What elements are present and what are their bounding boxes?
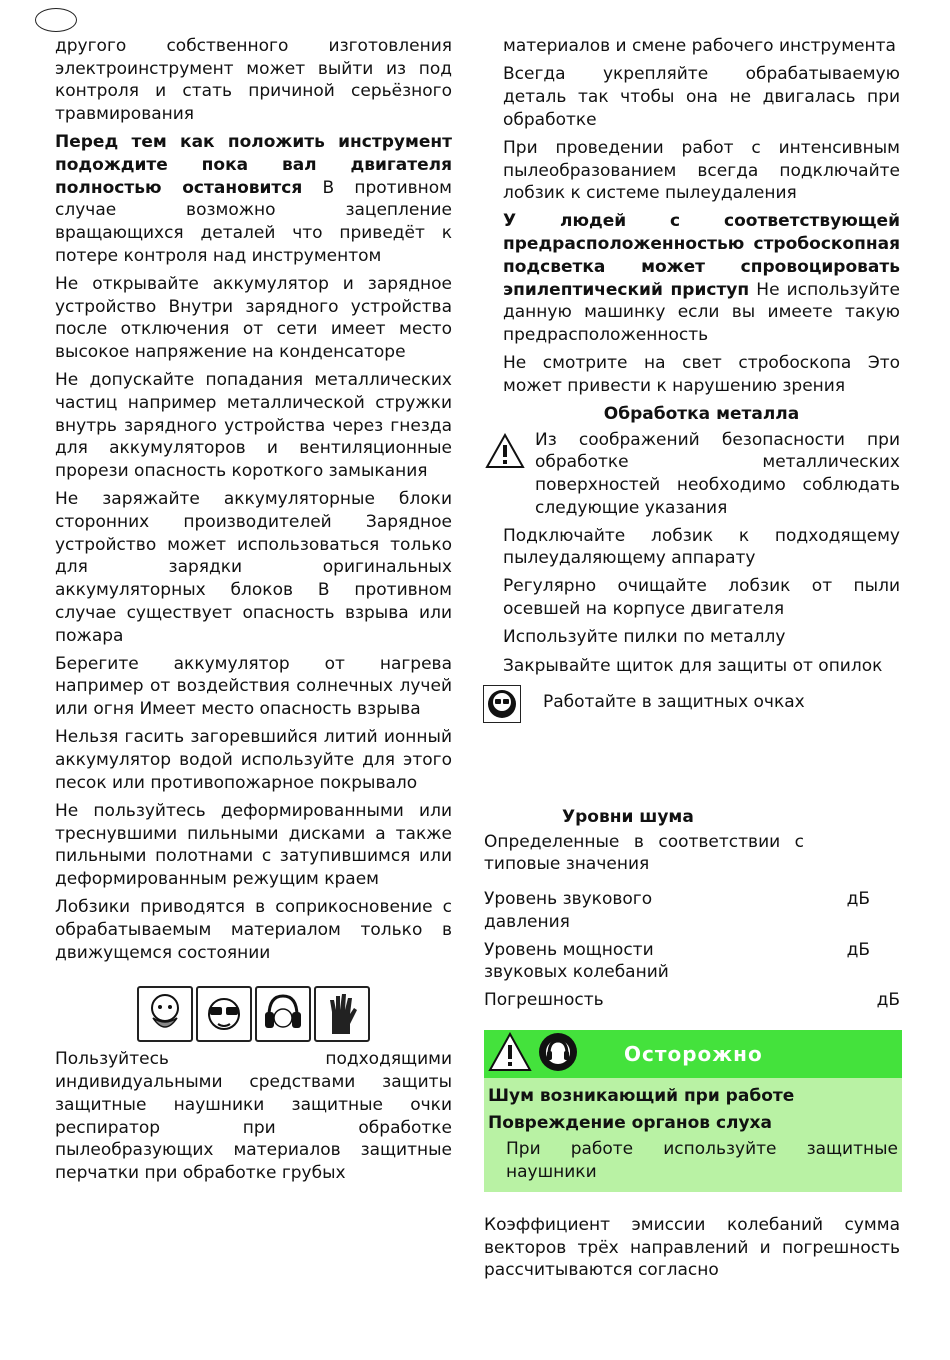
ear-protection-icon (538, 1032, 578, 1076)
paragraph: другого собственного изготовления электроинструмент может выйти из под контроля и стать причиной серьёзного травмирования (55, 36, 452, 125)
paragraph: Подключайте лобзик к подходящему пылеудаляющему аппарату (503, 525, 900, 569)
caution-title: Осторожно (624, 1042, 763, 1066)
warning-triangle-icon (488, 1032, 532, 1076)
caution-box (484, 1030, 902, 1192)
paragraph: Не открывайте аккумулятор и зарядное устройство Внутри зарядного устройства после отключения от сети имеет место высокое напряжение на конденсаторе (55, 274, 452, 363)
paragraph-rest: Не используйте данную машинку если вы имеете такую предрасположенность (503, 279, 900, 345)
paragraph-rest: В противном случае возможно зацепление вращающихся деталей что приведёт к потере контроля над инструментом (55, 177, 452, 266)
paragraph: Берегите аккумулятор от нагрева например от воздействия солнечных лучей или огня Имеет место опасность взрыва (55, 653, 452, 720)
section-heading: Обработка металла (603, 404, 800, 425)
paragraph: материалов и смене рабочего инструмента (503, 36, 896, 56)
noise-unit: дБ (846, 889, 870, 910)
goggles-text: Работайте в защитных очках (543, 692, 805, 713)
ear-protection-icon (255, 986, 311, 1042)
paragraph: Не пользуйтесь деформированными или треснувшими пильными дисками а также пильными полотнами с затупившимся или деформированным режущим краем (55, 801, 452, 890)
caution-line: Повреждение органов слуха (488, 1112, 772, 1133)
right-column (503, 35, 900, 723)
paragraph: Пользуйтесь подходящими индивидуальными средствами защиты защитные наушники защитные очки респиратор при обработке пылеобразующих материалов защитные перчатки при обработке грубых (55, 1049, 452, 1183)
noise-row (484, 939, 900, 984)
paragraph: Не допускайте попадания металлических частиц например металлической стружки внутрь зарядного устройства через гнезда для аккумуляторов и вентиляционные прорези опасность короткого замыкания (55, 370, 452, 482)
goggles-icon (483, 685, 521, 723)
paragraph: Закрывайте щиток для защиты от опилок (503, 655, 883, 676)
noise-unit: дБ (846, 939, 870, 960)
paragraph (503, 210, 900, 346)
caution-header (484, 1030, 902, 1078)
gloves-icon (314, 986, 370, 1042)
left-column (55, 35, 452, 1190)
safety-glasses-icon (196, 986, 252, 1042)
caution-body (484, 1078, 902, 1192)
paragraph (55, 131, 452, 267)
bold-warning: Перед тем как положить инструмент подождите пока вал двигателя полностью остановится (55, 132, 452, 198)
paragraph: Из соображений безопасности при обработке металлических поверхностей необходимо соблюдать следующие указания (535, 429, 900, 518)
ppe-icons (55, 986, 452, 1042)
goggles-notice (503, 691, 900, 723)
vibration-paragraph: Коэффициент эмиссии колебаний сумма векторов трёх направлений и погрешность рассчитываются согласно (484, 1215, 900, 1281)
noise-label: Уровень звукового давления (484, 889, 653, 932)
paragraph: Используйте пилки по металлу (503, 627, 786, 648)
noise-section (484, 806, 900, 1012)
paragraph: Регулярно очищайте лобзик от пыли осевшей на корпусе двигателя (503, 576, 900, 620)
respirator-icon (137, 986, 193, 1042)
paragraph: При проведении работ с интенсивным пылеобразованием всегда подключайте лобзик к системе пылеудаления (503, 137, 900, 204)
section-heading: Уровни шума (562, 807, 694, 827)
paragraph: Определенные в соответствии с типовые значения (484, 831, 804, 875)
caution-line: Шум возникающий при работе (488, 1086, 795, 1106)
warning-triangle-icon (485, 429, 525, 520)
noise-row (484, 989, 900, 1012)
noise-row (484, 888, 900, 933)
noise-label: Уровень мощности звуковых колебаний (484, 939, 669, 983)
language-badge (35, 8, 77, 32)
paragraph: Не смотрите на свет стробоскопа Это может привести к нарушению зрения (503, 353, 900, 396)
paragraph: Всегда укрепляйте обрабатываемую деталь так чтобы она не двигалась при обработке (503, 64, 900, 130)
paragraph: Нельзя гасить загоревшийся литий ионный аккумулятор водой используйте для этого песок или противопожарное покрывало (55, 727, 452, 793)
noise-unit: дБ (876, 989, 900, 1010)
noise-label: Погрешность (484, 989, 604, 1010)
paragraph: Лобзики приводятся в соприкосновение с обрабатываемым материалом только в движущемся состоянии (55, 897, 452, 963)
warning-block (485, 429, 900, 520)
paragraph: Не заряжайте аккумуляторные блоки сторонних производителей Зарядное устройство может использоваться только для зарядки оригинальных аккумуляторных блоков В противном случае существует опасность взрыва или пожара (55, 489, 452, 646)
bold-warning: У людей с соответствующей предрасположенностью стробоскопная подсветка может спровоцировать эпилептический приступ (503, 211, 900, 300)
caution-line: При работе используйте защитные наушники (506, 1139, 898, 1183)
